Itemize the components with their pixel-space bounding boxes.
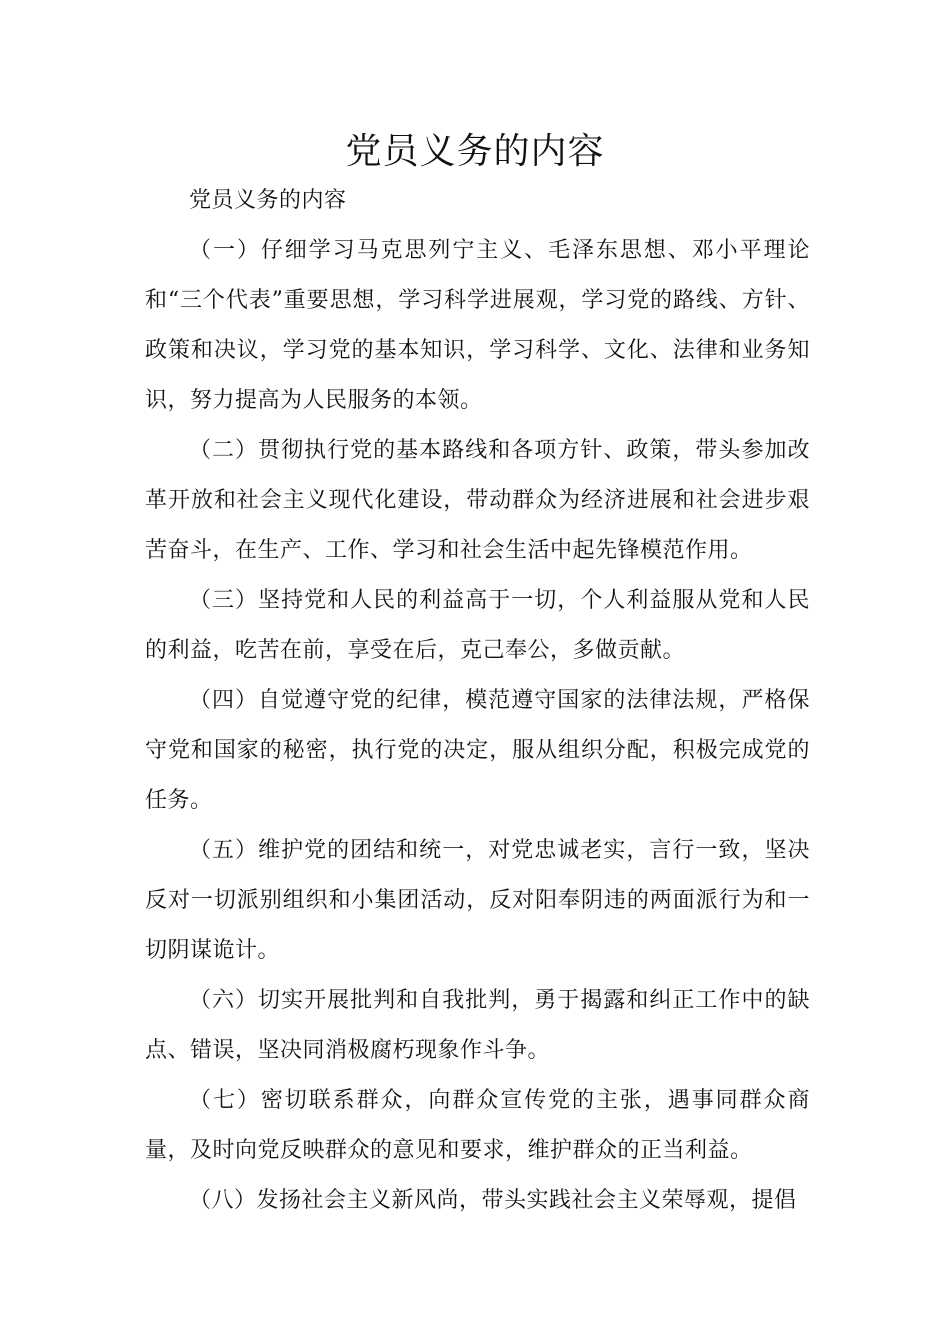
- paragraph-obligation-1: （一）仔细学习马克思列宁主义、毛泽东思想、邓小平理论和“三个代表”重要思想，学习科学进展观，学习党的路线、方针、政策和决议，学习党的基本知识，学习科学、文化、法律和业务知识，努力提高为人民服务的本领。: [145, 238, 810, 413]
- document-body: [145, 176, 810, 1226]
- paragraph-obligation-8: （八）发扬社会主义新风尚，带头实践社会主义荣辱观，提倡: [189, 1188, 797, 1213]
- document-title: 党员义务的内容: [345, 131, 605, 172]
- paragraph-obligation-4: （四）自觉遵守党的纪律，模范遵守国家的法律法规，严格保守党和国家的秘密，执行党的决定，服从组织分配，积极完成党的任务。: [145, 688, 810, 813]
- document-subtitle: 党员义务的内容: [189, 188, 347, 213]
- paragraph-obligation-3: （三）坚持党和人民的利益高于一切，个人利益服从党和人民的利益，吃苦在前，享受在后，克己奉公，多做贡献。: [145, 588, 810, 663]
- paragraph-obligation-7: （七）密切联系群众，向群众宣传党的主张，遇事同群众商量，及时向党反映群众的意见和要求，维护群众的正当利益。: [145, 1088, 810, 1163]
- paragraph-obligation-2: （二）贯彻执行党的基本路线和各项方针、政策，带头参加改革开放和社会主义现代化建设，带动群众为经济进展和社会进步艰苦奋斗，在生产、工作、学习和社会生活中起先锋模范作用。: [145, 438, 810, 563]
- paragraph-obligation-5: （五）维护党的团结和统一，对党忠诚老实，言行一致，坚决反对一切派别组织和小集团活动，反对阳奉阴违的两面派行为和一切阴谋诡计。: [145, 838, 810, 963]
- paragraph-obligation-6: （六）切实开展批判和自我批判，勇于揭露和纠正工作中的缺点、错误，坚决同消极腐朽现象作斗争。: [145, 988, 810, 1063]
